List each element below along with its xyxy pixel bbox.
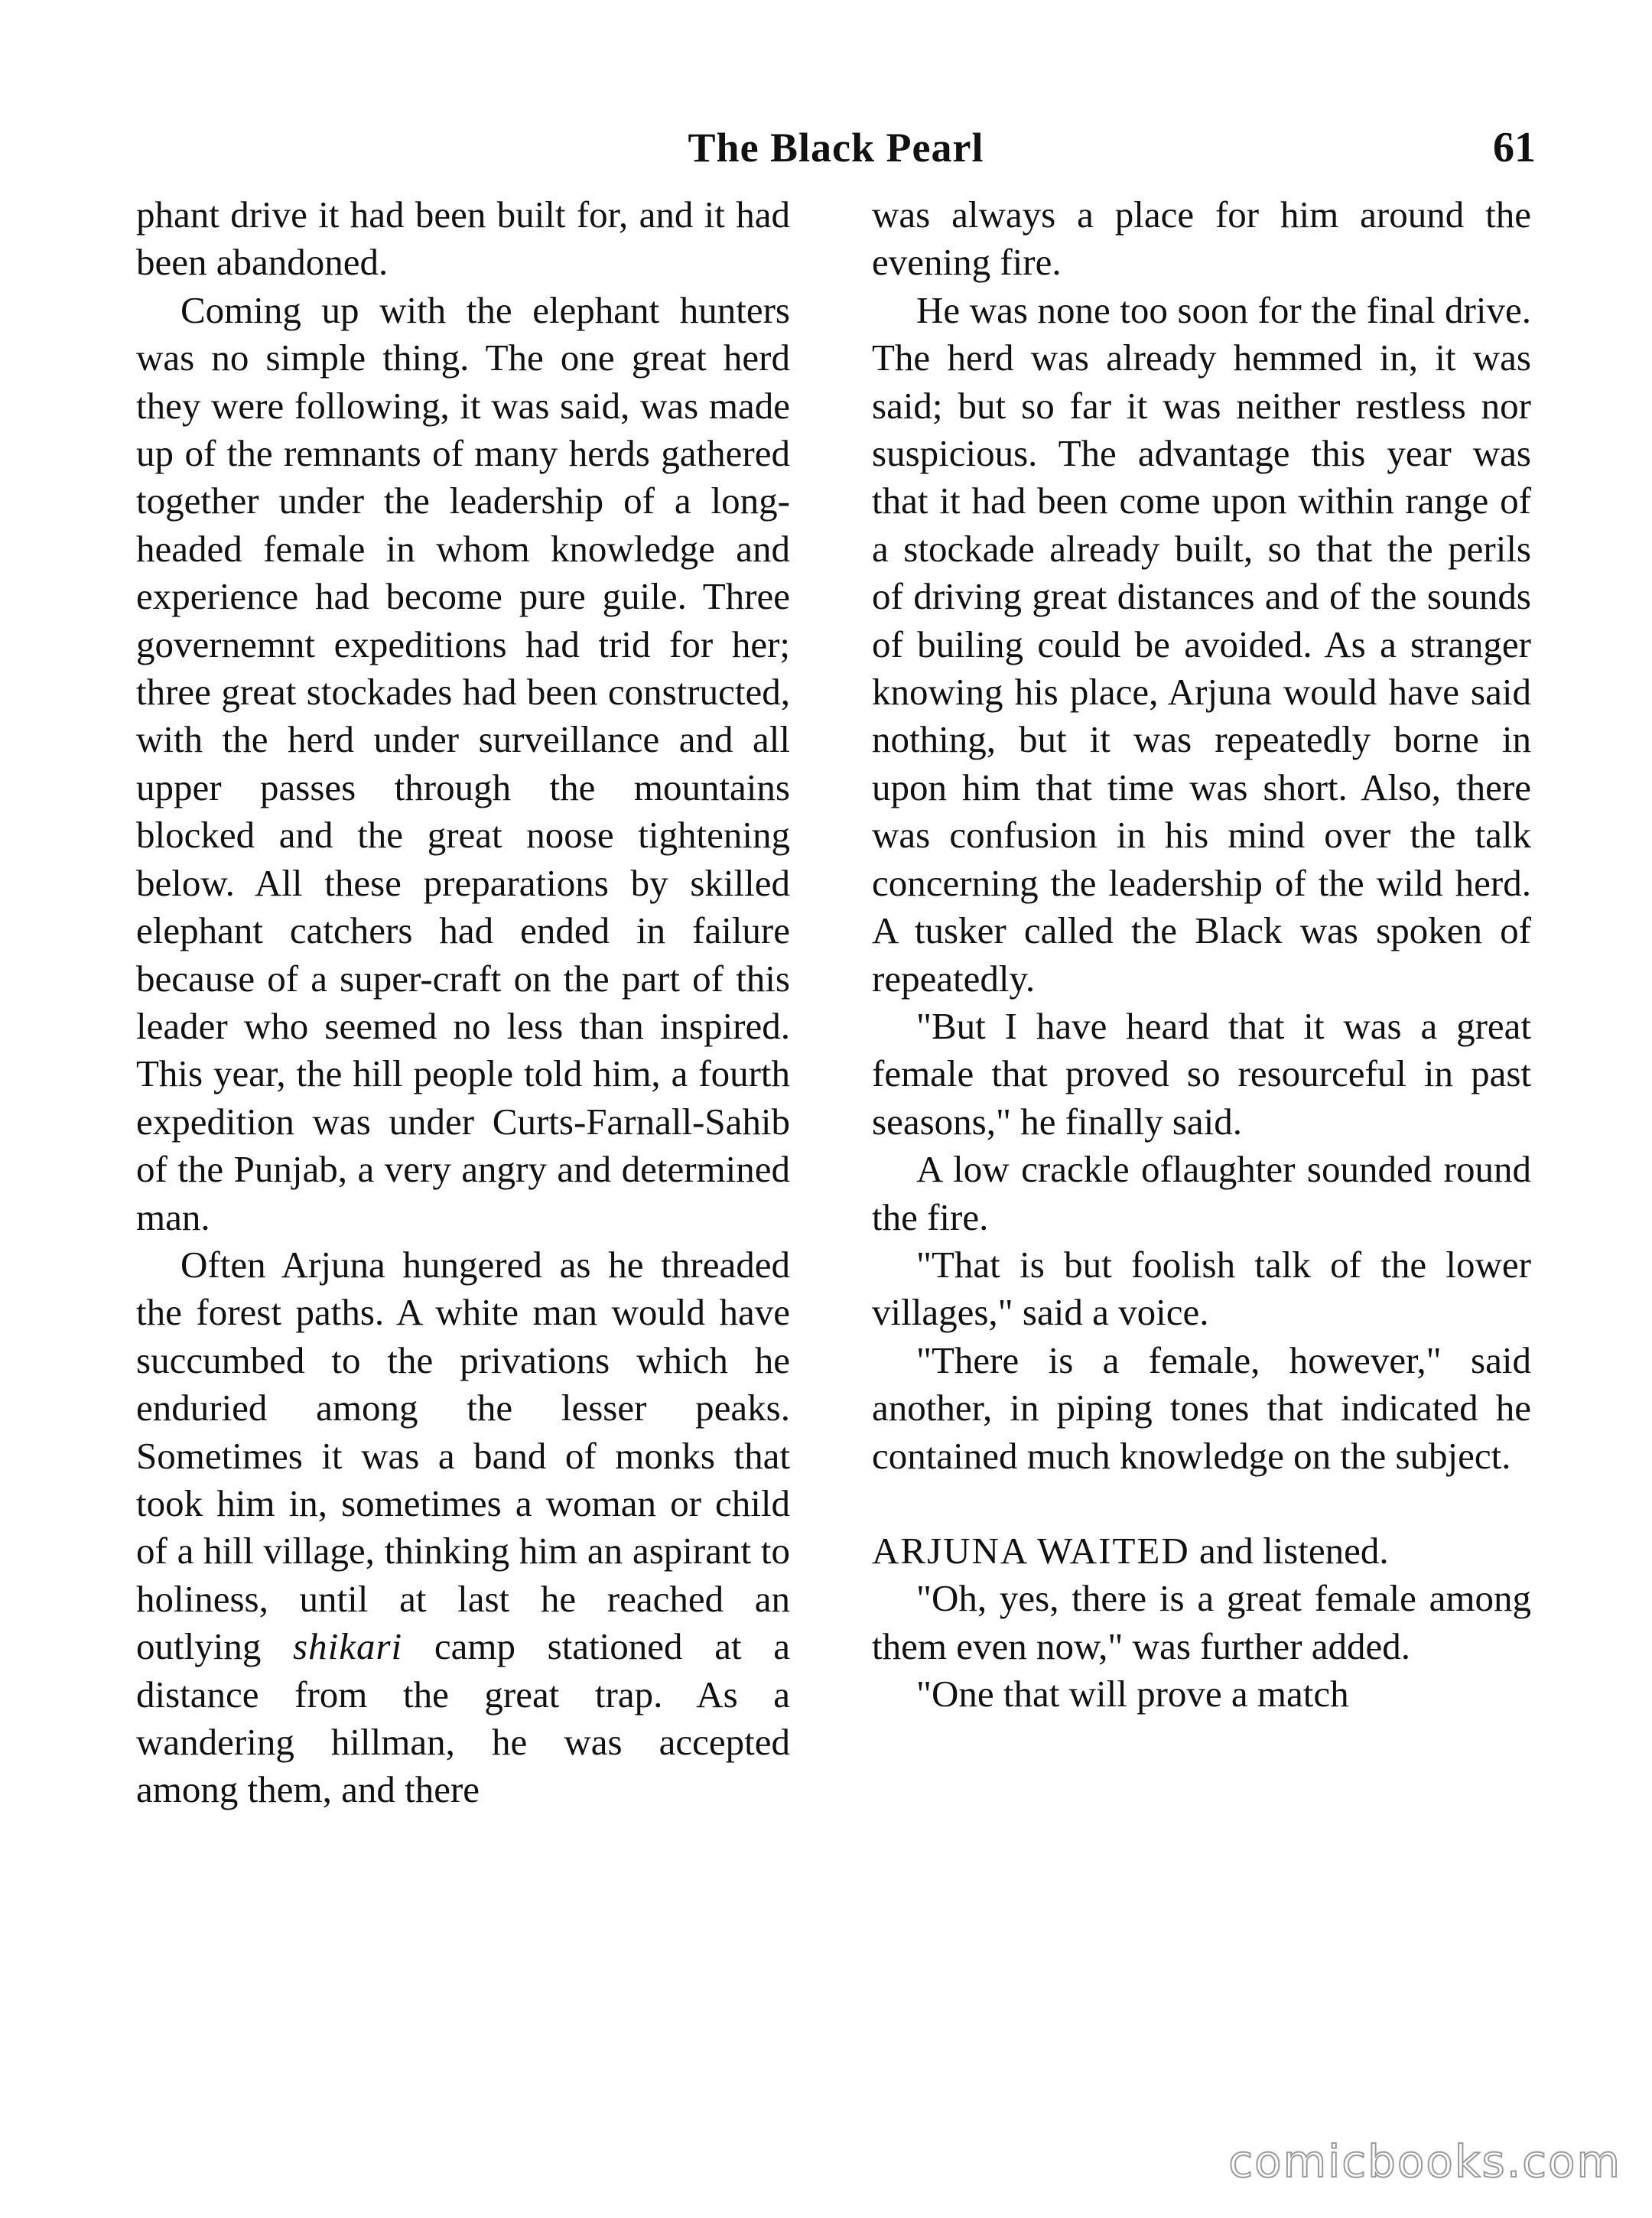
paragraph: "Oh, yes, there is a great female among them even now," was further added. (872, 1577, 1531, 1667)
section-lead-in: ARJUNA WAITED (872, 1529, 1190, 1572)
left-column (136, 191, 790, 1814)
paragraph: A low crackle oflaughter sounded round the fire. (872, 1148, 1531, 1238)
paragraph: "That is but foolish talk of the lower villages," said a voice. (872, 1243, 1531, 1334)
section-opening-paragraph (872, 1527, 1531, 1575)
paragraph: He was none too soon for the final drive. The herd was already hemmed in, it was said; but so far it was neither restless nor suspicious. The advantage this year was that it had been come upon within range of a stockade already built, so that the perils of driving great distances and of the sounds of builing could be avoided. As a stranger knowing his place, Arjuna would have said nothing, but it was repeatedly borne in upon him that time was short. Also, there was confusion in his mind over the talk concerning the leadership of the wild herd. A tusker called the Black was spoken of repeatedly. (872, 288, 1531, 1000)
paragraph: "There is a female, however," said another, in piping tones that indicated he contained much knowledge on the subject. (872, 1338, 1531, 1477)
paragraph-text: and listened. (1189, 1529, 1389, 1572)
right-column (872, 191, 1531, 1719)
running-title: The Black Pearl (688, 125, 984, 171)
paragraph (136, 1241, 790, 1814)
paragraph: Coming up with the elephant hunters was no simple thing. The one great herd they were following, it was said, was made up of the remnants of many herds gathered together under the leadership of a long-headed female in whom knowledge and experience had become pure guile. Three governemnt expeditions had trid for her; three great stockades had been constructed, with the herd under surveillance and all upper passes through the mountains blocked and the great noose tightening below. All these preparations by skilled elephant catchers had ended in failure because of a super-craft on the part of this leader who seemed no less than inspired. This year, the hill people told him, a fourth expedition was under Curts-Farnall-Sahib of the Punjab, a very angry and determined man. (136, 288, 790, 1238)
paragraph: "One that will prove a match (916, 1673, 1349, 1716)
paragraph: "But I have heard that it was a great female that proved so resourceful in past seasons," he finally said. (872, 1004, 1531, 1143)
page-header (136, 121, 1536, 174)
page-number: 61 (1493, 124, 1536, 171)
watermark: comicbooks.com (1228, 2135, 1621, 2187)
paragraph-text: Often Arjuna hungered as he threaded the forest paths. A white man would have succumbed to the privations which he enduried among the lesser peaks. Sometimes it was a band of monks that took him in, sometimes a woman or child of a hill village, thinking him an aspirant to holiness, until at last he reached an outlying (136, 1243, 790, 1668)
italic-word: shikari (293, 1625, 403, 1668)
paragraph-continuation: was always a place for him around the evening fire. (872, 194, 1531, 284)
paragraph-continuation: phant drive it had been built for, and it had been abandoned. (136, 194, 790, 284)
paragraph-text: camp stationed at a distance from the great trap. As a wandering hillman, he was accepted among them, and there (136, 1625, 790, 1811)
